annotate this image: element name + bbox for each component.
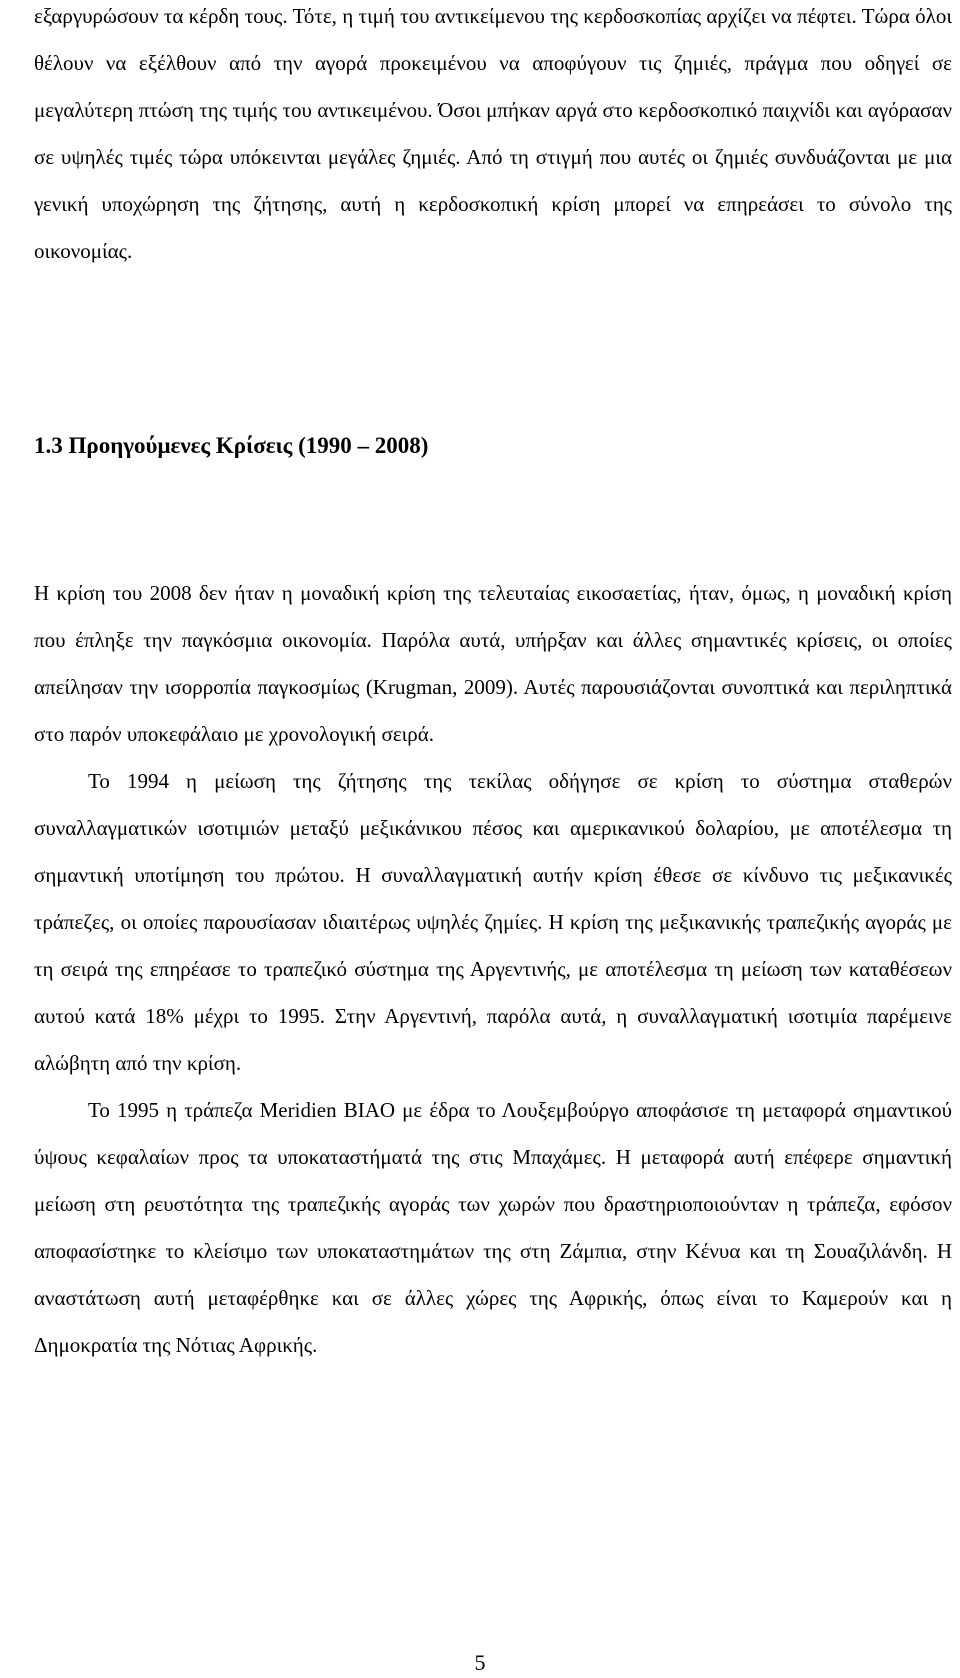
paragraph-2: Το 1994 η μείωση της ζήτησης της τεκίλας οδήγησε σε κρίση το σύστημα σταθερών συναλλαγματικών ισοτιμιών μεταξύ μεξικάνικου πέσος και αμερικανικού δολαρίου, με αποτέλεσμα τη σημαντική υποτίμηση του πρώτου. Η συναλλαγματική αυτήν κρίση έθεσε σε κίνδυνο τις μεξικανικές τράπεζες, οι οποίες παρουσίασαν ιδιαιτέρως υψηλές ζημίες. Η κρίση της μεξικανικής τραπεζικής αγοράς με τη σειρά της επηρέασε το τραπεζικό σύστημα της Αργεντινής, με αποτέλεσμα τη μείωση των καταθέσεων αυτού κατά 18% μέχρι το 1995. Στην Αργεντινή, παρόλα αυτά, η συναλλαγματική ισοτιμία παρέμεινε αλώβητη από την κρίση. <box>34 769 952 1075</box>
paragraph-3: Το 1995 η τράπεζα Meridien BIAO με έδρα το Λουξεμβούργο αποφάσισε τη μεταφορά σημαντικού ύψους κεφαλαίων προς τα υποκαταστήματά της στις Μπαχάμες. Η μεταφορά αυτή επέφερε σημαντική μείωση στη ρευστότητα της τραπεζικής αγοράς των χωρών που δραστηριοποιούνταν η τράπεζα, εφόσον αποφασίστηκε το κλείσιμο των υποκαταστημάτων της στη Ζάμπια, στην Κένυα και τη Σουαζιλάνδη. Η αναστάτωση αυτή μεταφέρθηκε και σε άλλες χώρες της Αφρικής, όπως είναι το Καμερούν και η Δημοκρατία της Νότιας Αφρικής. <box>34 1098 952 1357</box>
intro-text-block <box>34 0 952 275</box>
body-text-block <box>34 570 952 1369</box>
section-heading: 1.3 Προηγούμενες Κρίσεις (1990 – 2008) <box>34 433 429 458</box>
intro-paragraph: εξαργυρώσουν τα κέρδη τους. Τότε, η τιμή του αντικείμενου της κερδοσκοπίας αρχίζει να πέφτει. Τώρα όλοι θέλουν να εξέλθουν από την αγορά προκειμένου να αποφύγουν τις ζημιές, πράγμα που οδηγεί σε μεγαλύτερη πτώση της τιμής του αντικειμένου. Όσοι μπήκαν αργά στο κερδοσκοπικό παιχνίδι και αγόρασαν σε υψηλές τιμές τώρα υπόκεινται μεγάλες ζημιές. Από τη στιγμή που αυτές οι ζημιές συνδυάζονται με μια γενική υποχώρηση της ζήτησης, αυτή η κερδοσκοπική κρίση μπορεί να επηρεάσει το σύνολο της οικονομίας. <box>34 4 952 263</box>
page-number: 5 <box>474 1650 486 1675</box>
paragraph-1: Η κρίση του 2008 δεν ήταν η μοναδική κρίση της τελευταίας εικοσαετίας, ήταν, όμως, η μοναδική κρίση που έπληξε την παγκόσμια οικονομία. Παρόλα αυτά, υπήρξαν και άλλες σημαντικές κρίσεις, οι οποίες απείλησαν την ισορροπία παγκοσμίως (Krugman, 2009). Αυτές παρουσιάζονται συνοπτικά και περιληπτικά στο παρόν υποκεφάλαιο με χρονολογική σειρά. <box>34 581 952 746</box>
